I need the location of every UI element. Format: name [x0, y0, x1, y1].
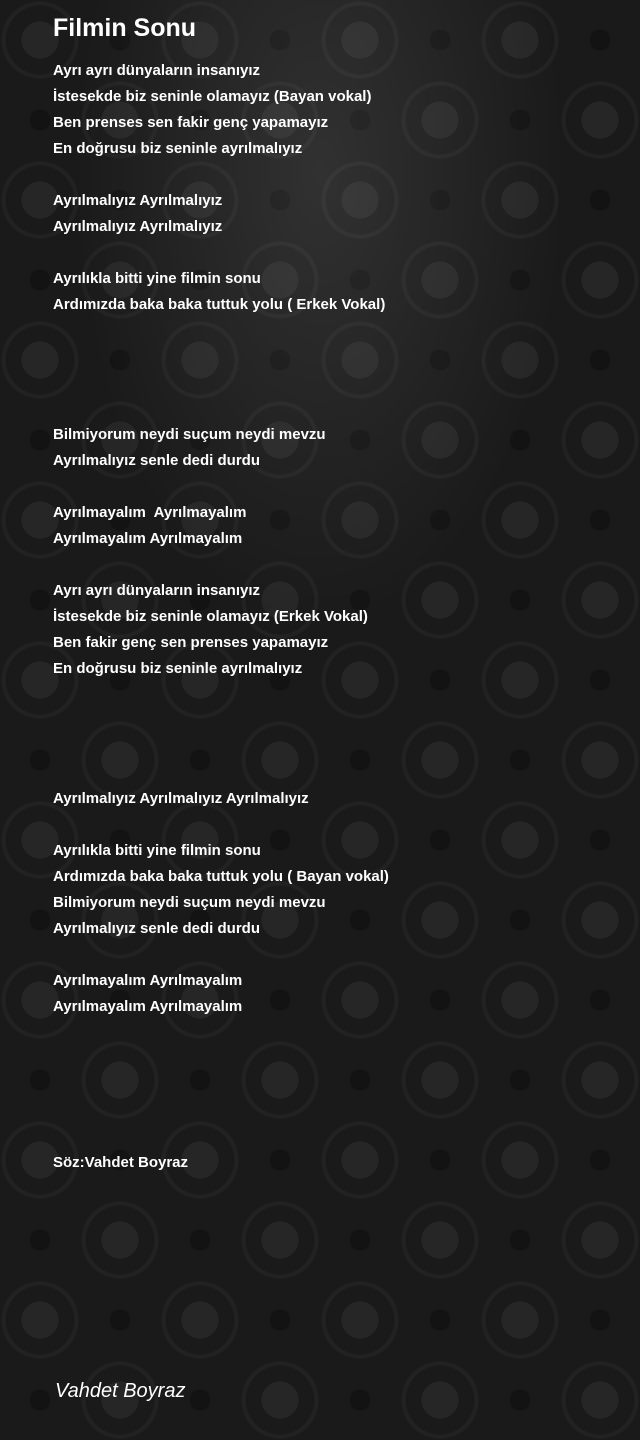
- poem-line: Ben fakir genç sen prenses yapamayız: [53, 634, 329, 651]
- poem-line: Ayrı ayrı dünyaların insanıyız: [53, 62, 261, 79]
- poem-line: Ayrı ayrı dünyaların insanıyız: [53, 582, 261, 599]
- poem-container: [53, 12, 613, 1176]
- poem-line: Ayrılmayalım Ayrılmayalım: [53, 504, 247, 521]
- poem-line: En doğrusu biz seninle ayrılmalıyız: [53, 660, 303, 677]
- poem-line: Ayrılmalıyız Ayrılmalıyız Ayrılmalıyız: [53, 790, 309, 807]
- poem-blank-line: [53, 344, 613, 370]
- poem-blank-line: [53, 240, 613, 266]
- poem-blank-line: [53, 552, 613, 578]
- poem-line: Ayrılmayalım Ayrılmayalım: [53, 972, 243, 989]
- poem-line: İstesekde biz seninle olamayız (Erkek Vokal): [53, 608, 368, 625]
- poem-blank-line: [53, 942, 613, 968]
- poem-blank-line: [53, 1020, 613, 1046]
- poem-blank-line: [53, 1072, 613, 1098]
- poem-line: Bilmiyorum neydi suçum neydi mevzu: [53, 894, 326, 911]
- poem-line: Ayrılmalıyız Ayrılmalıyız: [53, 218, 223, 235]
- poem-blank-line: [53, 162, 613, 188]
- poem-blank-line: [53, 1098, 613, 1124]
- poem-line: Ayrılıkla bitti yine filmin sonu: [53, 270, 261, 287]
- poem-line: İstesekde biz seninle olamayız (Bayan vokal): [53, 88, 372, 105]
- poem-line: Bilmiyorum neydi suçum neydi mevzu: [53, 426, 326, 443]
- poem-author-signature: Vahdet Boyraz: [55, 1380, 186, 1402]
- poem-line: Ayrılmalıyız Ayrılmalıyız: [53, 192, 223, 209]
- poem-line: Ayrılmalıyız senle dedi durdu: [53, 920, 260, 937]
- poem-blank-line: [53, 682, 613, 708]
- poem-line: Söz:Vahdet Boyraz: [53, 1154, 189, 1171]
- poem-blank-line: [53, 734, 613, 760]
- poem-line: En doğrusu biz seninle ayrılmalıyız: [53, 140, 303, 157]
- poem-line: Ayrılmalıyız senle dedi durdu: [53, 452, 260, 469]
- poem-blank-line: [53, 812, 613, 838]
- poem-line: Ben prenses sen fakir genç yapamayız: [53, 114, 329, 131]
- poem-blank-line: [53, 396, 613, 422]
- poem-blank-line: [53, 760, 613, 786]
- poem-blank-line: [53, 708, 613, 734]
- poem-body: [53, 58, 613, 1176]
- poem-blank-line: [53, 318, 613, 344]
- poem-line: Ardımızda baka baka tuttuk yolu ( Erkek Vokal): [53, 296, 386, 313]
- poem-blank-line: [53, 474, 613, 500]
- poem-line: Ayrılmayalım Ayrılmayalım: [53, 998, 243, 1015]
- poem-blank-line: [53, 1046, 613, 1072]
- poem-line: Ayrılmayalım Ayrılmayalım: [53, 530, 243, 547]
- poem-title: Filmin Sonu: [53, 14, 197, 42]
- poem-blank-line: [53, 1124, 613, 1150]
- poem-line: Ayrılıkla bitti yine filmin sonu: [53, 842, 261, 859]
- poem-line: Ardımızda baka baka tuttuk yolu ( Bayan vokal): [53, 868, 389, 885]
- poem-blank-line: [53, 370, 613, 396]
